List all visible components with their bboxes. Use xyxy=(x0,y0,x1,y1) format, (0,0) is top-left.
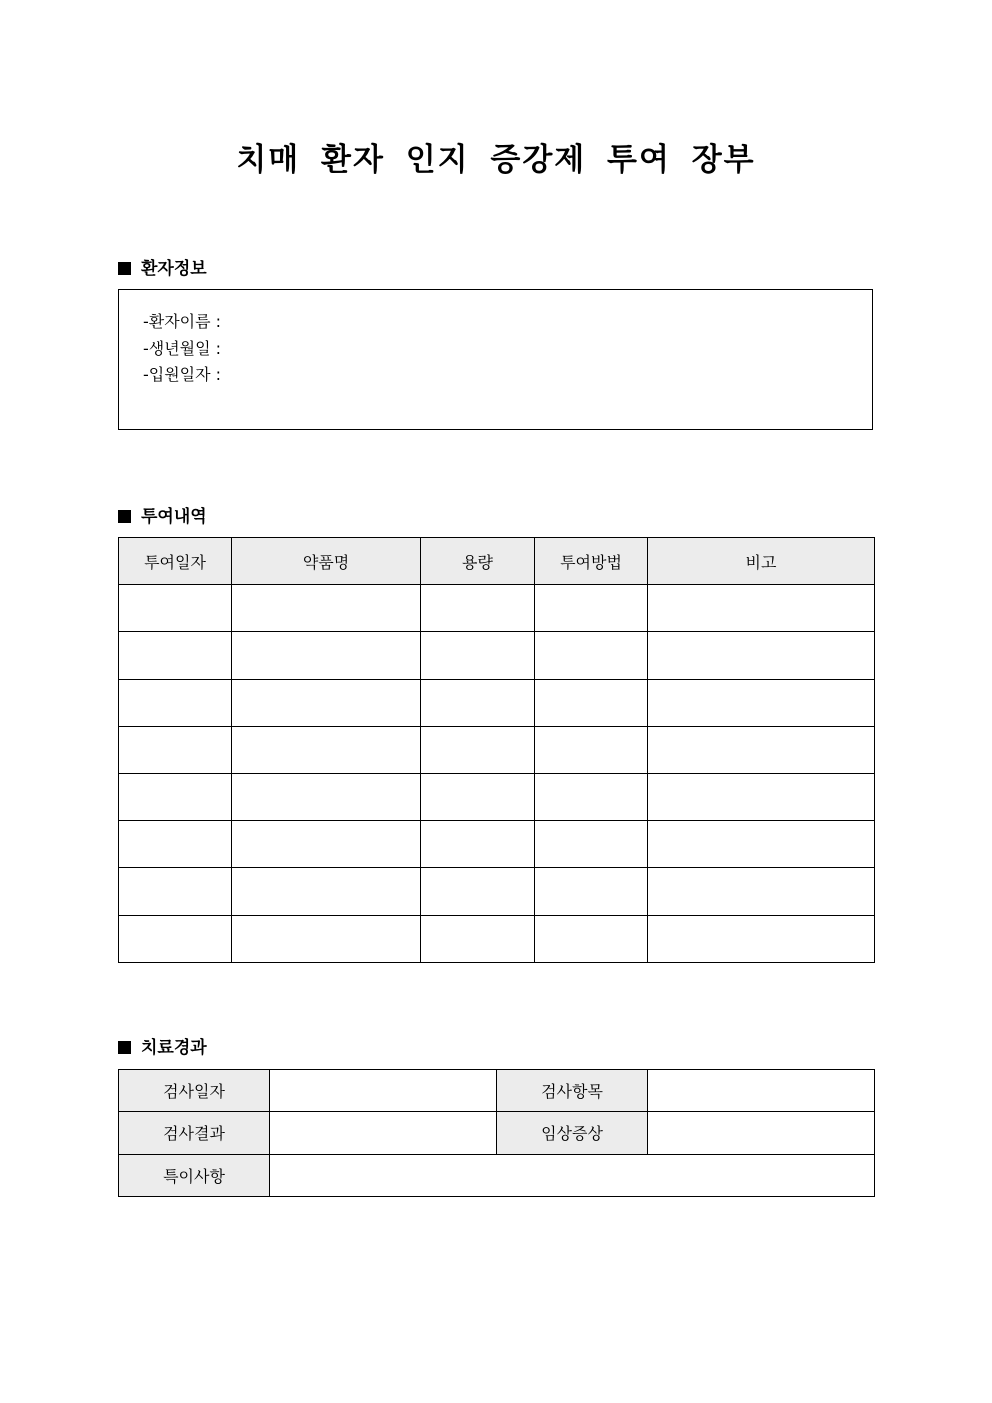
table-cell[interactable] xyxy=(648,773,875,820)
table-cell[interactable] xyxy=(119,773,232,820)
square-bullet-icon xyxy=(118,1041,131,1054)
table-cell[interactable] xyxy=(648,821,875,868)
table-row xyxy=(119,868,875,915)
table-cell[interactable] xyxy=(232,773,421,820)
test-item-field[interactable] xyxy=(648,1070,875,1112)
square-bullet-icon xyxy=(118,510,131,523)
table-cell[interactable] xyxy=(119,868,232,915)
table-cell[interactable] xyxy=(119,632,232,679)
document-title: 치매 환자 인지 증강제 투여 장부 xyxy=(236,142,756,178)
table-cell[interactable] xyxy=(232,632,421,679)
table-cell[interactable] xyxy=(119,726,232,773)
table-cell[interactable] xyxy=(232,868,421,915)
table-cell[interactable] xyxy=(232,726,421,773)
special-notes-field[interactable] xyxy=(270,1154,875,1196)
table-cell[interactable] xyxy=(648,585,875,632)
table-row xyxy=(119,1154,875,1196)
admission-date-line: -입원일자 : xyxy=(143,365,222,384)
table-row xyxy=(119,632,875,679)
treatment-progress-heading-label: 치료경과 xyxy=(141,1038,207,1058)
birthdate-line: -생년월일 : xyxy=(143,338,222,358)
administration-heading-label: 투여내역 xyxy=(141,507,207,527)
table-cell[interactable] xyxy=(648,632,875,679)
table-cell[interactable] xyxy=(232,821,421,868)
table-cell[interactable] xyxy=(119,915,232,962)
table-cell[interactable] xyxy=(648,726,875,773)
table-cell[interactable] xyxy=(119,679,232,726)
table-cell[interactable] xyxy=(421,632,535,679)
table-header-row xyxy=(119,538,875,585)
table-cell[interactable] xyxy=(535,915,648,962)
table-cell[interactable] xyxy=(421,915,535,962)
patient-info-heading xyxy=(118,254,207,279)
table-row xyxy=(119,679,875,726)
table-cell[interactable] xyxy=(421,773,535,820)
table-cell[interactable] xyxy=(421,868,535,915)
table-cell[interactable] xyxy=(421,585,535,632)
table-cell[interactable] xyxy=(535,821,648,868)
table-row xyxy=(119,1112,875,1154)
table-cell[interactable] xyxy=(232,915,421,962)
table-cell[interactable] xyxy=(232,585,421,632)
column-header-remarks: 비고 xyxy=(648,538,875,585)
treatment-progress-heading xyxy=(118,1033,207,1058)
special-notes-label: 특이사항 xyxy=(119,1154,270,1196)
square-bullet-icon xyxy=(118,262,131,275)
table-row xyxy=(119,821,875,868)
table-cell[interactable] xyxy=(119,585,232,632)
table-cell[interactable] xyxy=(535,868,648,915)
table-cell[interactable] xyxy=(535,679,648,726)
clinical-symptom-field[interactable] xyxy=(648,1112,875,1154)
table-cell[interactable] xyxy=(421,821,535,868)
table-row xyxy=(119,773,875,820)
table-row xyxy=(119,915,875,962)
administration-table xyxy=(118,537,875,963)
test-result-field[interactable] xyxy=(270,1112,497,1154)
test-result-label: 검사결과 xyxy=(119,1112,270,1154)
table-row xyxy=(119,726,875,773)
table-cell[interactable] xyxy=(535,773,648,820)
test-date-field[interactable] xyxy=(270,1070,497,1112)
column-header-method: 투여방법 xyxy=(535,538,648,585)
patient-info-box xyxy=(118,289,873,430)
table-cell[interactable] xyxy=(535,726,648,773)
test-item-label: 검사항목 xyxy=(497,1070,648,1112)
table-cell[interactable] xyxy=(648,679,875,726)
column-header-drug: 약품명 xyxy=(232,538,421,585)
test-date-label: 검사일자 xyxy=(119,1070,270,1112)
table-cell[interactable] xyxy=(421,726,535,773)
table-cell[interactable] xyxy=(648,915,875,962)
table-cell[interactable] xyxy=(648,868,875,915)
patient-info-heading-label: 환자정보 xyxy=(141,259,207,279)
column-header-date: 투여일자 xyxy=(119,538,232,585)
treatment-progress-table xyxy=(118,1069,875,1197)
patient-name-line: -환자이름 : xyxy=(143,312,222,331)
table-cell[interactable] xyxy=(119,821,232,868)
administration-heading xyxy=(118,502,207,527)
column-header-dose: 용량 xyxy=(421,538,535,585)
table-cell[interactable] xyxy=(421,679,535,726)
table-cell[interactable] xyxy=(535,632,648,679)
table-cell[interactable] xyxy=(232,679,421,726)
table-row xyxy=(119,1070,875,1112)
table-row xyxy=(119,585,875,632)
clinical-symptom-label: 임상증상 xyxy=(497,1112,648,1154)
table-cell[interactable] xyxy=(535,585,648,632)
